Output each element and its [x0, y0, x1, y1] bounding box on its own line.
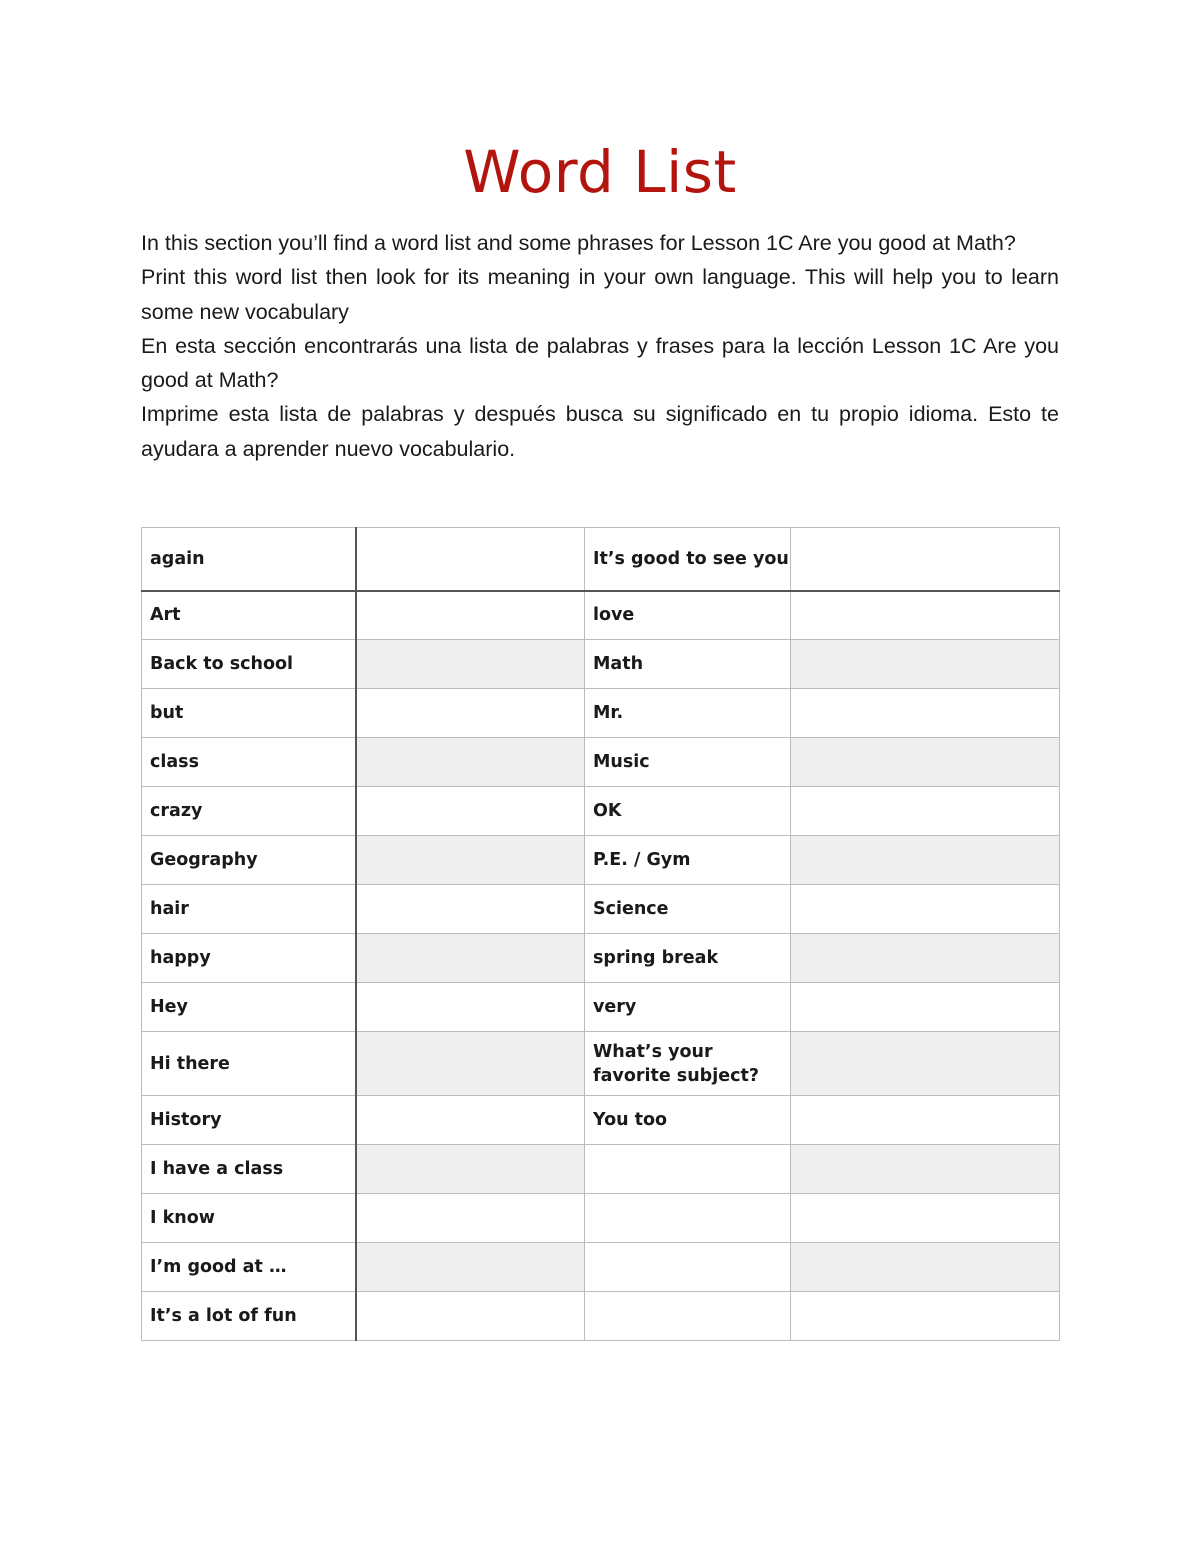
meaning-cell[interactable] [356, 983, 585, 1032]
word-cell: Science [585, 885, 791, 934]
meaning-cell[interactable] [356, 738, 585, 787]
word-cell: Back to school [142, 640, 356, 689]
meaning-cell[interactable] [356, 1096, 585, 1145]
meaning-cell[interactable] [791, 738, 1060, 787]
word-cell: spring break [585, 934, 791, 983]
word-cell: I know [142, 1194, 356, 1243]
meaning-cell[interactable] [356, 934, 585, 983]
meaning-cell[interactable] [791, 1032, 1060, 1096]
meaning-cell[interactable] [356, 787, 585, 836]
meaning-cell[interactable] [791, 836, 1060, 885]
table-row [142, 640, 1060, 689]
table-row [142, 983, 1060, 1032]
table-header-row [142, 528, 1060, 591]
intro-paragraph: Imprime esta lista de palabras y después busca su significado en tu propio idioma. Esto te ayudara a aprender nuevo vocabulario. [141, 402, 1059, 461]
word-cell: Geography [142, 836, 356, 885]
meaning-cell[interactable] [791, 1243, 1060, 1292]
word-cell: Music [585, 738, 791, 787]
table-row [142, 1032, 1060, 1096]
table-row [142, 1292, 1060, 1341]
table-row [142, 689, 1060, 738]
meaning-cell[interactable] [791, 934, 1060, 983]
table-row [142, 885, 1060, 934]
meaning-cell[interactable] [356, 528, 585, 591]
table-row [142, 738, 1060, 787]
word-cell: but [142, 689, 356, 738]
word-cell: It’s a lot of fun [142, 1292, 356, 1341]
word-cell: I’m good at … [142, 1243, 356, 1292]
meaning-cell[interactable] [791, 787, 1060, 836]
meaning-cell[interactable] [791, 1096, 1060, 1145]
meaning-cell[interactable] [356, 689, 585, 738]
word-cell: P.E. / Gym [585, 836, 791, 885]
word-cell: Mr. [585, 689, 791, 738]
intro-paragraph: In this section you’ll find a word list and some phrases for Lesson 1C Are you good at Math? [141, 231, 1016, 255]
table-row [142, 836, 1060, 885]
meaning-cell[interactable] [356, 1243, 585, 1292]
word-cell: You too [585, 1096, 791, 1145]
page-title: Word List [463, 138, 737, 206]
word-cell: What’s your favorite subject? [585, 1032, 791, 1096]
word-cell: OK [585, 787, 791, 836]
word-cell: crazy [142, 787, 356, 836]
word-cell: Math [585, 640, 791, 689]
meaning-cell[interactable] [791, 640, 1060, 689]
meaning-cell[interactable] [356, 1194, 585, 1243]
meaning-cell[interactable] [356, 640, 585, 689]
word-table [141, 527, 1060, 1341]
word-cell: It’s good to see you [585, 528, 791, 591]
word-cell [585, 1194, 791, 1243]
word-cell: again [142, 528, 356, 591]
word-cell: class [142, 738, 356, 787]
meaning-cell[interactable] [791, 1292, 1060, 1341]
table-row [142, 1243, 1060, 1292]
meaning-cell[interactable] [356, 885, 585, 934]
meaning-cell[interactable] [791, 1194, 1060, 1243]
meaning-cell[interactable] [791, 1145, 1060, 1194]
meaning-cell[interactable] [356, 836, 585, 885]
word-cell: very [585, 983, 791, 1032]
table-row [142, 1194, 1060, 1243]
table-row [142, 591, 1060, 640]
meaning-cell[interactable] [356, 591, 585, 640]
intro-paragraph: En esta sección encontrarás una lista de palabras y frases para la lección Lesson 1C Are you good at Math? [141, 333, 1059, 393]
word-cell: History [142, 1096, 356, 1145]
word-cell: love [585, 591, 791, 640]
meaning-cell[interactable] [356, 1292, 585, 1341]
intro-text [141, 226, 1059, 466]
meaning-cell[interactable] [791, 689, 1060, 738]
word-cell: Hey [142, 983, 356, 1032]
meaning-cell[interactable] [356, 1145, 585, 1194]
meaning-cell[interactable] [791, 885, 1060, 934]
word-cell [585, 1292, 791, 1341]
intro-paragraph: Print this word list then look for its meaning in your own language. This will help you to learn some new vocabulary [141, 265, 1059, 324]
meaning-cell[interactable] [791, 983, 1060, 1032]
word-cell: hair [142, 885, 356, 934]
meaning-cell[interactable] [791, 528, 1060, 591]
table-row [142, 1096, 1060, 1145]
word-cell [585, 1145, 791, 1194]
table-row [142, 787, 1060, 836]
word-cell: happy [142, 934, 356, 983]
word-cell [585, 1243, 791, 1292]
meaning-cell[interactable] [791, 591, 1060, 640]
word-cell: Hi there [142, 1032, 356, 1096]
meaning-cell[interactable] [356, 1032, 585, 1096]
table-row [142, 1145, 1060, 1194]
table-row [142, 934, 1060, 983]
word-cell: Art [142, 591, 356, 640]
word-cell: I have a class [142, 1145, 356, 1194]
